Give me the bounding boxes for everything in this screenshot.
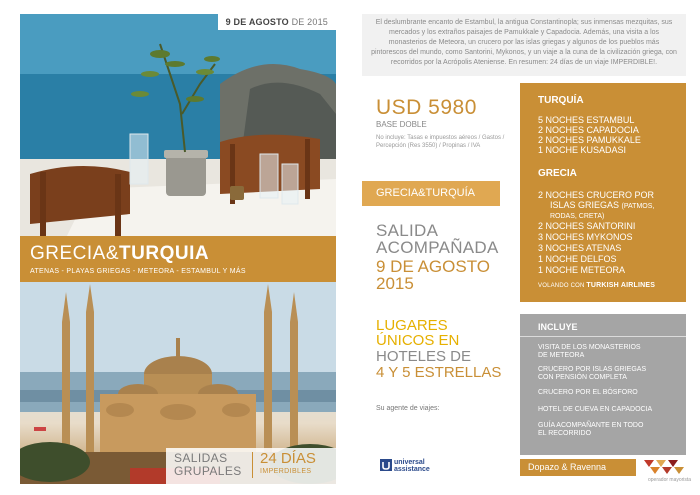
itinerary-box bbox=[520, 83, 686, 302]
airline-note: VOLANDO CON TURKISH AIRLINES bbox=[538, 282, 656, 289]
salida-date: 9 DE AGOSTO bbox=[376, 257, 491, 276]
salidas-label: SALIDAS GRUPALES bbox=[174, 451, 242, 478]
route-band bbox=[362, 181, 500, 206]
grecia-crucero-1: 2 NOCHES CRUCERO POR bbox=[538, 190, 655, 200]
universal-assistance-logo-text: universal assistance bbox=[394, 459, 430, 473]
universal-assistance-logo-icon bbox=[380, 459, 392, 471]
agent-label: Su agente de viajes: bbox=[376, 405, 440, 412]
incluye-item: HOTEL DE CUEVA EN CAPADOCIA bbox=[538, 406, 653, 413]
salidas-box bbox=[166, 448, 336, 484]
cafe-sea-illustration bbox=[20, 14, 336, 250]
dias-label: 24 DÍAS bbox=[260, 450, 316, 467]
not-included-note: No incluye: Tasas e impuestos aéreos / Gastos / Percepción (Res 3550) / Propinas / IVA bbox=[376, 135, 505, 149]
cover-subtitle: ATENAS - PLAYAS GRIEGAS - METEORA - ESTAMBUL Y MÁS bbox=[30, 268, 246, 275]
grecia-item: 1 NOCHE METEORA bbox=[538, 265, 626, 275]
salida-year: 2015 bbox=[376, 274, 414, 293]
lugares-line-4: 4 Y 5 ESTRELLAS bbox=[376, 364, 502, 381]
grecia-item: 3 NOCHES MYKONOS bbox=[538, 232, 633, 242]
intro-text: El deslumbrante encanto de Estambul, la antigua Constantinopla; sus inmensas mezquitas, sus mercados y los extraños paisajes de Pamukkale y Capadocia. Además, una visita a los monasterios de Meteora, un crucero por las islas griegas y algunos de los pueblos más pintorescos del mundo, como Santorini, Mykonos, y un viaje a la cuna de la civilización griega, con recorridos por la Acrópolis Ateniense. En resumen: 24 días de un viaje IMPERDIBLE!. bbox=[362, 14, 686, 76]
grecia-item: 1 NOCHE DELFOS bbox=[538, 254, 617, 264]
incluye-item: GUÍA ACOMPAÑANTE EN TODO EL RECORRIDO bbox=[538, 422, 644, 437]
cover-title: GRECIA&TURQUIA bbox=[30, 243, 210, 264]
operator-bar bbox=[520, 459, 636, 476]
salida-line-2: ACOMPAÑADA bbox=[376, 238, 499, 257]
incluye-item: CRUCERO POR ISLAS GRIEGAS CON PENSIÓN COMPLETA bbox=[538, 366, 647, 381]
operator-logo-icon bbox=[640, 458, 686, 476]
date-tag: 9 DE AGOSTO DE 2015 bbox=[218, 14, 336, 30]
route-band-label: GRECIA&TURQUÍA bbox=[376, 187, 476, 199]
operator-name: Dopazo & Ravenna bbox=[528, 462, 607, 472]
incluye-item: CRUCERO POR EL BÓSFORO bbox=[538, 389, 638, 396]
turquia-item: 1 NOCHE KUSADASI bbox=[538, 145, 627, 155]
grecia-crucero-2: ISLAS GRIEGAS (PATMOS, bbox=[550, 200, 655, 210]
salidas-divider bbox=[252, 452, 253, 478]
lugares-line-2: ÚNICOS EN bbox=[376, 332, 460, 349]
divider bbox=[520, 336, 686, 337]
incluye-box bbox=[520, 314, 686, 455]
operator-caption: operador mayorista bbox=[648, 477, 692, 483]
price-amount: USD 5980 bbox=[376, 96, 477, 119]
price-basis: BASE DOBLE bbox=[376, 120, 427, 129]
turquia-header: TURQUÍA bbox=[538, 95, 584, 106]
grecia-item: 3 NOCHES ATENAS bbox=[538, 243, 622, 253]
lugares-line-1: LUGARES bbox=[376, 317, 448, 334]
turquia-item: 5 NOCHES ESTAMBUL bbox=[538, 115, 635, 125]
photo-cafe-sea bbox=[20, 14, 336, 250]
title-band bbox=[20, 236, 336, 282]
cover-panel bbox=[20, 14, 336, 484]
grecia-crucero-3: RODAS, CRETA) bbox=[550, 213, 605, 220]
incluye-item: VISITA DE LOS MONASTERIOS DE METEORA bbox=[538, 344, 641, 359]
grecia-header: GRECIA bbox=[538, 168, 577, 179]
turquia-item: 2 NOCHES PAMUKKALE bbox=[538, 135, 641, 145]
salida-line-1: SALIDA bbox=[376, 221, 439, 240]
dias-sub: IMPERDIBLES bbox=[260, 468, 312, 475]
grecia-item: 2 NOCHES SANTORINI bbox=[538, 221, 636, 231]
incluye-header: INCLUYE bbox=[538, 322, 578, 332]
lugares-line-3: HOTELES DE bbox=[376, 348, 472, 365]
turquia-item: 2 NOCHES CAPADOCIA bbox=[538, 125, 639, 135]
